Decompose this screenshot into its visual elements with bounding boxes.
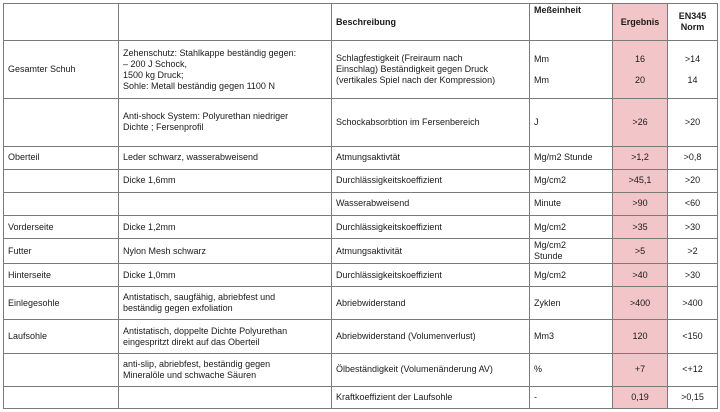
table-row bbox=[4, 215, 718, 238]
cell-einheit bbox=[530, 41, 613, 99]
cell-ergebnis-line: >90 bbox=[632, 198, 648, 209]
cell-material-line: 1500 kg Druck; bbox=[123, 69, 184, 80]
cell-einheit bbox=[530, 192, 613, 215]
cell-einheit-line: Stunde bbox=[534, 251, 563, 262]
cell-beschreibung bbox=[332, 215, 530, 238]
header-norm bbox=[668, 4, 718, 41]
cell-einheit bbox=[530, 99, 613, 146]
cell-material-line: Dicke 1,0mm bbox=[123, 269, 176, 280]
cell-beschreibung-line: Schlagfestigkeit (Freiraum nach bbox=[336, 53, 463, 64]
cell-norm-line: >2 bbox=[687, 245, 698, 256]
header-bereich bbox=[4, 4, 119, 41]
cell-einheit bbox=[530, 146, 613, 169]
spec-table-container bbox=[3, 3, 717, 409]
cell-material bbox=[119, 287, 332, 320]
cell-norm bbox=[668, 146, 718, 169]
cell-bereich: Einlegesohle bbox=[4, 287, 119, 320]
spec-table bbox=[3, 3, 718, 409]
cell-beschreibung-line: Atmungsaktivität bbox=[336, 245, 403, 256]
cell-ergebnis-line: >40 bbox=[632, 269, 648, 280]
cell-material-line: eingespritzt direkt auf das Oberteil bbox=[123, 336, 260, 347]
cell-material-line: beständig gegen exfoliation bbox=[123, 303, 233, 314]
cell-material bbox=[119, 41, 332, 99]
cell-beschreibung-line: (vertikales Spiel nach der Kompression) bbox=[336, 75, 496, 86]
cell-material bbox=[119, 192, 332, 215]
table-row bbox=[4, 192, 718, 215]
table-header-row bbox=[4, 4, 718, 41]
cell-ergebnis bbox=[613, 215, 668, 238]
cell-bereich: Hinterseite bbox=[4, 264, 119, 287]
cell-einheit bbox=[530, 320, 613, 353]
cell-einheit-line: - bbox=[534, 391, 537, 402]
cell-material-line: Dicke 1,6mm bbox=[123, 175, 176, 186]
cell-ergebnis bbox=[613, 99, 668, 146]
cell-material-line: anti-slip, abriebfest, beständig gegen bbox=[123, 358, 271, 369]
cell-einheit bbox=[530, 215, 613, 238]
cell-beschreibung bbox=[332, 146, 530, 169]
cell-ergebnis bbox=[613, 353, 668, 386]
cell-beschreibung bbox=[332, 320, 530, 353]
cell-ergebnis-line: >1,2 bbox=[631, 152, 649, 163]
cell-einheit bbox=[530, 169, 613, 192]
cell-norm-line: <150 bbox=[682, 331, 703, 342]
cell-ergebnis-line: >45,1 bbox=[628, 175, 652, 186]
table-row bbox=[4, 287, 718, 320]
cell-bereich: Oberteil bbox=[4, 146, 119, 169]
cell-ergebnis bbox=[613, 264, 668, 287]
cell-einheit-line: Mg/cm2 bbox=[534, 269, 567, 280]
cell-beschreibung-line: Einschlag) Beständigkeit gegen Druck bbox=[336, 64, 489, 75]
cell-material bbox=[119, 239, 332, 264]
cell-material-line: Leder schwarz, wasserabweisend bbox=[123, 152, 259, 163]
cell-bereich: Vorderseite bbox=[4, 215, 119, 238]
cell-einheit-line: Mm bbox=[534, 53, 549, 64]
cell-ergebnis-line: 120 bbox=[632, 331, 648, 342]
cell-norm-line: >0,8 bbox=[683, 152, 702, 163]
cell-norm-line: >20 bbox=[684, 175, 701, 186]
cell-bereich: Laufsohle bbox=[4, 320, 119, 353]
table-row bbox=[4, 99, 718, 146]
cell-beschreibung bbox=[332, 192, 530, 215]
cell-material-line: Dichte ; Fersenprofil bbox=[123, 122, 204, 133]
cell-einheit-line: J bbox=[534, 116, 539, 127]
cell-norm bbox=[668, 41, 718, 99]
cell-material-line: – 200 J Schock, bbox=[123, 58, 188, 69]
cell-einheit-line: Zyklen bbox=[534, 297, 561, 308]
cell-norm-line: >30 bbox=[684, 269, 701, 280]
cell-bereich bbox=[4, 386, 119, 408]
cell-norm-line: >0,15 bbox=[681, 391, 704, 402]
cell-beschreibung-line: Wasserabweisend bbox=[336, 198, 410, 209]
cell-norm-line: >400 bbox=[682, 297, 703, 308]
cell-material bbox=[119, 99, 332, 146]
cell-material-line: Anti-shock System: Polyurethan niedriger bbox=[123, 111, 289, 122]
cell-beschreibung-line: Atmungsaktivtät bbox=[336, 152, 401, 163]
cell-ergebnis bbox=[613, 41, 668, 99]
cell-beschreibung-line: Durchlässigkeitskoeffizient bbox=[336, 175, 442, 186]
cell-norm bbox=[668, 320, 718, 353]
cell-beschreibung bbox=[332, 264, 530, 287]
header-beschreibung: Beschreibung bbox=[332, 4, 530, 41]
cell-beschreibung-line: Schockabsorbtion im Fersenbereich bbox=[336, 116, 480, 127]
cell-ergebnis bbox=[613, 239, 668, 264]
cell-einheit-line: Mg/cm2 bbox=[534, 175, 567, 186]
cell-einheit bbox=[530, 264, 613, 287]
cell-norm bbox=[668, 264, 718, 287]
cell-ergebnis-line: 0,19 bbox=[631, 391, 649, 402]
cell-material-line: Mineralöle und schwache Säuren bbox=[123, 369, 257, 380]
header-norm-line1: EN345 bbox=[678, 11, 707, 21]
cell-einheit bbox=[530, 287, 613, 320]
table-row bbox=[4, 41, 718, 99]
cell-ergebnis bbox=[613, 169, 668, 192]
cell-einheit-line: Mm bbox=[534, 74, 549, 85]
cell-beschreibung-line: Kraftkoeffizient der Laufsohle bbox=[336, 391, 453, 402]
cell-material bbox=[119, 169, 332, 192]
cell-bereich bbox=[4, 353, 119, 386]
cell-ergebnis bbox=[613, 320, 668, 353]
cell-beschreibung-line: Durchlässigkeitskoeffizient bbox=[336, 269, 442, 280]
table-row bbox=[4, 353, 718, 386]
cell-bereich bbox=[4, 99, 119, 146]
cell-bereich: Futter bbox=[4, 239, 119, 264]
cell-beschreibung-line: Durchlässigkeitskoeffizient bbox=[336, 221, 442, 232]
cell-einheit-line: Mm3 bbox=[534, 331, 554, 342]
cell-einheit bbox=[530, 353, 613, 386]
cell-einheit-line: % bbox=[534, 364, 543, 375]
cell-norm-line: 14 bbox=[687, 74, 698, 85]
cell-beschreibung bbox=[332, 386, 530, 408]
cell-material bbox=[119, 320, 332, 353]
cell-norm-line: <60 bbox=[684, 198, 701, 209]
cell-bereich: Gesamter Schuh bbox=[4, 41, 119, 99]
cell-norm bbox=[668, 287, 718, 320]
cell-material-line: Antistatisch, doppelte Dichte Polyurethan bbox=[123, 325, 288, 336]
cell-einheit-line: Mg/m2 Stunde bbox=[534, 152, 593, 163]
cell-material-line: Nylon Mesh schwarz bbox=[123, 245, 207, 256]
table-row bbox=[4, 169, 718, 192]
table-row bbox=[4, 264, 718, 287]
cell-beschreibung-line: Ölbeständigkeit (Volumenänderung AV) bbox=[336, 364, 493, 375]
cell-norm-line: >30 bbox=[684, 221, 701, 232]
cell-norm-line: <+12 bbox=[682, 364, 703, 375]
cell-bereich bbox=[4, 169, 119, 192]
cell-bereich bbox=[4, 192, 119, 215]
cell-beschreibung bbox=[332, 287, 530, 320]
cell-beschreibung bbox=[332, 169, 530, 192]
cell-ergebnis bbox=[613, 386, 668, 408]
cell-norm bbox=[668, 239, 718, 264]
cell-material bbox=[119, 386, 332, 408]
cell-beschreibung bbox=[332, 239, 530, 264]
cell-ergebnis-line: 16 bbox=[634, 53, 645, 64]
cell-material-line: Zehenschutz: Stahlkappe beständig gegen: bbox=[123, 47, 297, 58]
cell-einheit-line: Mg/cm2 bbox=[534, 240, 567, 251]
cell-ergebnis bbox=[613, 287, 668, 320]
cell-norm bbox=[668, 353, 718, 386]
header-norm-line2: Norm bbox=[680, 22, 705, 32]
cell-norm-line: >20 bbox=[684, 116, 701, 127]
cell-beschreibung-line: Abriebwiderstand (Volumenverlust) bbox=[336, 331, 476, 342]
cell-einheit-line: Minute bbox=[534, 198, 562, 209]
cell-beschreibung bbox=[332, 353, 530, 386]
cell-material-line: Dicke 1,2mm bbox=[123, 221, 176, 232]
cell-material-line: Antistatisch, saugfähig, abriebfest und bbox=[123, 292, 276, 303]
cell-norm bbox=[668, 192, 718, 215]
cell-material-line: Sohle: Metall beständig gegen 1100 N bbox=[123, 80, 275, 91]
table-row bbox=[4, 386, 718, 408]
cell-einheit bbox=[530, 239, 613, 264]
header-ergebnis: Ergebnis bbox=[613, 4, 668, 41]
cell-ergebnis-line: >26 bbox=[632, 116, 648, 127]
table-row bbox=[4, 146, 718, 169]
cell-norm-line: >14 bbox=[684, 53, 701, 64]
cell-einheit-line: Mg/cm2 bbox=[534, 221, 567, 232]
cell-material bbox=[119, 264, 332, 287]
cell-material bbox=[119, 146, 332, 169]
cell-norm bbox=[668, 386, 718, 408]
cell-ergebnis-line: >5 bbox=[634, 245, 646, 256]
table-row bbox=[4, 320, 718, 353]
header-messeinheit: Meßeinheit bbox=[530, 4, 613, 41]
cell-ergebnis-line: +7 bbox=[634, 364, 646, 375]
header-material bbox=[119, 4, 332, 41]
cell-beschreibung-line: Abriebwiderstand bbox=[336, 297, 406, 308]
cell-beschreibung bbox=[332, 99, 530, 146]
cell-material bbox=[119, 353, 332, 386]
cell-ergebnis bbox=[613, 146, 668, 169]
cell-material bbox=[119, 215, 332, 238]
table-row bbox=[4, 239, 718, 264]
cell-ergebnis-line: >35 bbox=[632, 221, 648, 232]
cell-ergebnis-line: >400 bbox=[629, 297, 651, 308]
cell-norm bbox=[668, 169, 718, 192]
cell-ergebnis bbox=[613, 192, 668, 215]
cell-norm bbox=[668, 99, 718, 146]
cell-ergebnis-line: 20 bbox=[634, 74, 645, 85]
cell-norm bbox=[668, 215, 718, 238]
cell-beschreibung bbox=[332, 41, 530, 99]
cell-einheit bbox=[530, 386, 613, 408]
